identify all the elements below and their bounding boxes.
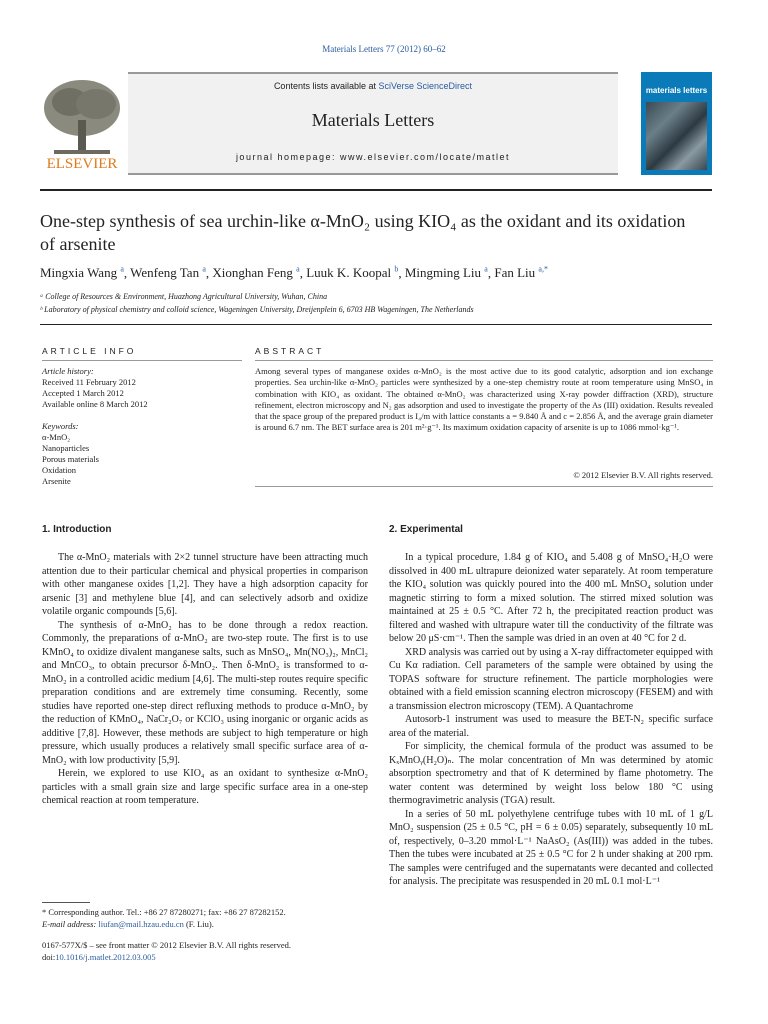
- footnote-rule: [42, 902, 90, 903]
- author: Luuk K. Koopal $^b$: [306, 265, 399, 281]
- paragraph: For simplicity, the chemical formula of the product was assumed to be KₓMnOᵧ(H₂O)ₙ. The molar concentration of Mn was determined by atomic absorption spectrometry and that of K determined by flame photometry. The water content was determined by weight loss below 180 °C using thermogravimetric analysis (TGA) result.: [389, 741, 713, 806]
- author: Mingxia Wang $^a$: [40, 265, 124, 281]
- paragraph: Autosorb-1 instrument was used to measure the BET-N₂ specific surface area of the material.: [389, 714, 713, 739]
- keyword: Porous materials: [42, 454, 99, 464]
- history-online: Available online 8 March 2012: [42, 399, 148, 409]
- homepage-prefix: journal homepage:: [235, 152, 340, 162]
- author-affil-mark[interactable]: a: [484, 265, 488, 274]
- abstract-copyright: © 2012 Elsevier B.V. All rights reserved.: [573, 470, 713, 480]
- section-divider: [40, 324, 712, 325]
- affiliations: [40, 290, 720, 316]
- email-link[interactable]: liufan@mail.hzau.edu.cn: [98, 918, 184, 929]
- history-accepted: Accepted 1 March 2012: [42, 388, 124, 398]
- history-received: Received 11 February 2012: [42, 377, 136, 387]
- author-affil-mark[interactable]: a: [296, 265, 300, 274]
- keyword: α-MnO₂: [42, 432, 71, 442]
- author-affil-mark[interactable]: a: [120, 265, 124, 274]
- sciencedirect-link[interactable]: SciVerse ScienceDirect: [378, 81, 473, 91]
- keyword: Oxidation: [42, 465, 76, 475]
- elsevier-tree-logo: [40, 74, 124, 174]
- abstract-rule: [255, 360, 713, 361]
- author-affil-mark[interactable]: a,*: [538, 265, 548, 274]
- keyword: Nanoparticles: [42, 443, 90, 453]
- author: Wenfeng Tan $^a$: [130, 265, 206, 281]
- abstract-text: Among several types of manganese oxides α-MnO₂ is the most active due to its good catalytic, adsorption and ion exchange properties. Sea urchin-like α-MnO₂ particles were synthesized by a one-step chemistry route at room temperature using MnSO₄ in combination with KIO₄ as oxidant. The obtained α-MnO₂ was characterized using X-ray powder diffraction (XRD), structure refinement, electron microscopy and N₂ gas adsorption and used to investigate the property of the As (III) oxidation. Results revealed that the space group of the prepared product is I₄/m with lattice constants a = 9.840 Å and c = 2.856 Å, and the average grain diameter is around 6.7 nm. The BET surface area is 201 m²·g⁻¹. Its maximum oxidation capacity of arsenite is up to 1086 mmol·kg⁻¹.: [255, 366, 713, 433]
- paragraph: XRD analysis was carried out by using a X-ray diffractometer equipped with Cu Kα radiation. Cell parameters of the sample were obtained by using the TOPAS software for structure refinement. The particle morphologies were obtained with a field emission scanning electron microscopy (FESEM) and with a transmission electron microscopy (TEM). A Quantachrome: [389, 646, 713, 712]
- paragraph: The α-MnO₂ materials with 2×2 tunnel structure have been attracting much attention due to their particular chemical and physical properties in comparison with other manganese oxides [1,2]. They have a high adsorption capacity for arsenic [3] and methylene blue [4], and can selectively adsorb and oxidize volatile organic compounds [5,6].: [42, 552, 368, 617]
- introduction-heading: 1. Introduction: [42, 524, 112, 535]
- experimental-body: [389, 551, 713, 889]
- affiliation-a: ᵃ College of Resources & Environment, Huazhong Agricultural University, Wuhan, China: [40, 292, 328, 301]
- doi-link[interactable]: 10.1016/j.matlet.2012.03.005: [55, 951, 156, 962]
- author: Fan Liu $^{a,*}$: [494, 265, 548, 281]
- history-label: Article history:: [42, 366, 94, 376]
- paragraph: Herein, we explored to use KIO₄ as an oxidant to synthesize α-MnO₂ particles with a small grain size and large specific surface area in a one-step chemical reaction at room temperature.: [42, 768, 368, 806]
- affiliation-b: ᵇ Laboratory of physical chemistry and colloid science, Wageningen University, Dreijenplein 6, 6703 HB Wageningen, The Netherlands: [40, 305, 474, 314]
- front-matter: [42, 940, 368, 963]
- article-info-heading: ARTICLE INFO: [42, 346, 137, 356]
- cover-image: [646, 102, 707, 170]
- publisher-logo-text: ELSEVIER: [46, 156, 118, 172]
- journal-title: Materials Letters: [311, 110, 435, 130]
- contents-prefix: Contents lists available at: [273, 81, 379, 91]
- homepage-url[interactable]: www.elsevier.com/locate/matlet: [340, 152, 511, 162]
- author-affil-mark[interactable]: a: [202, 265, 206, 274]
- journal-reference[interactable]: Materials Letters 77 (2012) 60–62: [322, 44, 446, 54]
- doi-line: [42, 952, 368, 964]
- experimental-heading: 2. Experimental: [389, 524, 463, 535]
- header-divider: [40, 189, 712, 191]
- footnote-email-line: [42, 919, 368, 931]
- introduction-body: [42, 551, 368, 808]
- author-list: Mingxia Wang $^a$, Wenfeng Tan $^a$, Xionghan Feng $^a$, Luuk K. Koopal $^b$, Mingming Liu $^a$, Fan Liu $^{a,*}$: [40, 265, 548, 281]
- contents-line: [128, 81, 618, 91]
- author: Mingming Liu $^a$: [404, 265, 488, 281]
- abstract-bottom-rule: [255, 486, 713, 487]
- author-affil-mark[interactable]: b: [394, 265, 399, 274]
- homepage-line: [128, 152, 618, 162]
- email-label: E-mail address:: [42, 918, 99, 929]
- issn-line: 0167-577X/$ – see front matter © 2012 Elsevier B.V. All rights reserved.: [42, 940, 291, 950]
- article-info-rule: [42, 360, 242, 361]
- paragraph: The synthesis of α-MnO₂ has to be done through a redox reaction. Commonly, the preparations of α-MnO₂ are two-step route. The first is to use KMnO₄ to oxidize divalent manganese salts, such as MnSO₄, Mn(NO₃)₂, MnCl₂ and MnCO₃, to obtain precursor δ-MnO₂. Then δ-MnO₂ is transformed to α-MnO₂ in a controlled acidic medium [4,6]. The multi-step routes require specific preparation conditions and are extremely time consuming. Recently, some studies have reported one-step direct refluxing methods to produce α-MnO₂ by the reduction of KMnO₄, NaCr₂O₇ or KClO₃ using inorganic or organic acids as additive [7,8]. However, these methods are subject to high temperature or high pressure, which usually produces a relatively small specific surface area of α-MnO₂ with low productivity [5,9].: [42, 619, 368, 766]
- article-title: One-step synthesis of sea urchin-like α-MnO₂ using KIO₄ as the oxidant and its oxidation of arsenite: [40, 211, 686, 254]
- email-suffix: (F. Liu).: [183, 918, 214, 929]
- paragraph: In a typical procedure, 1.84 g of KIO₄ and 5.408 g of MnSO₄·H₂O were dissolved in 400 mL ultrapure deionized water separately. At room temperature the KIO₄ solution was quickly poured into the 400 mL MnSO₄ solution under magnetic stirring to form a mixed solution. The stirred mixed solution was maintained at 25 ± 0.5 °C. After 72 h, the precipitated reaction product was filtered and washed with ultrapure water till the conductivity of the filtrate was below 20 μS·cm⁻¹. Then the sample was dried in an oven at 40 °C for 2 d.: [389, 552, 713, 644]
- author: Xionghan Feng $^a$: [212, 265, 300, 281]
- doi-prefix: doi:: [42, 951, 56, 962]
- corresponding-author-footnote: [42, 907, 368, 930]
- paragraph: In a series of 50 mL polyethylene centrifuge tubes with 10 mL of 1 g/L MnO₂ suspension (25 ± 0.5 °C, pH = 6 ± 0.05) separately, subsequently 10 mL of, respectively, 0–3.20 mmol·L⁻¹ NaAsO₂ (As(III)) was added in the tubes. Then the tubes were incubated at 25 ± 0.5 °C for 2 h under shaking at 200 rpm. The samples were centrifuged and the supernatants were decanted and collected for analysis. The precipitate was resuspended in 20 mL 0.1 mol·L⁻¹: [389, 808, 713, 887]
- abstract-heading: ABSTRACT: [255, 346, 325, 356]
- keywords-label: Keywords:: [42, 421, 79, 431]
- article-info: [42, 366, 242, 487]
- cover-title: materials letters: [645, 86, 708, 95]
- keyword: Arsenite: [42, 476, 71, 486]
- footnote-contact: * Corresponding author. Tel.: +86 27 87280271; fax: +86 27 87282152.: [42, 907, 286, 917]
